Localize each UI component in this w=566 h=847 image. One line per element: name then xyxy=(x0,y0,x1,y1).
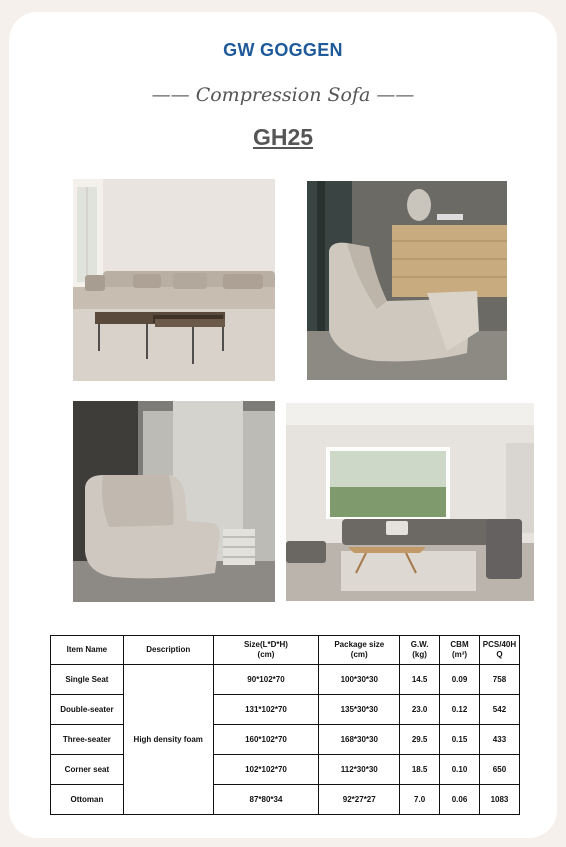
header-cbm-line2: (m³) xyxy=(451,650,468,659)
subtitle-dash-left: —— xyxy=(151,84,190,106)
table-row xyxy=(51,785,520,815)
cell-gross-weight: 7.0 xyxy=(400,785,440,815)
table-row xyxy=(51,665,520,695)
header-gross-weight xyxy=(400,636,440,665)
cell-cbm: 0.12 xyxy=(440,695,480,725)
cell-package-size: 112*30*30 xyxy=(319,755,400,785)
cell-description: High density foam xyxy=(123,665,213,815)
header-cbm-line1: CBM xyxy=(450,640,469,649)
brand-title: GW GOGGEN xyxy=(223,40,343,60)
cell-item-name: Ottoman xyxy=(51,785,124,815)
header-pcs-line2: Q xyxy=(496,650,503,659)
table-row xyxy=(51,755,520,785)
cell-package-size: 100*30*30 xyxy=(319,665,400,695)
cell-cbm: 0.09 xyxy=(440,665,480,695)
cell-item-name: Single Seat xyxy=(51,665,124,695)
cell-gross-weight: 14.5 xyxy=(400,665,440,695)
cell-cbm: 0.15 xyxy=(440,725,480,755)
cell-pcs: 758 xyxy=(479,665,519,695)
cell-size: 90*102*70 xyxy=(213,665,319,695)
subtitle-dash-right: —— xyxy=(376,84,415,106)
cell-cbm: 0.06 xyxy=(440,785,480,815)
cell-item-name: Corner seat xyxy=(51,755,124,785)
header-package-size xyxy=(319,636,400,665)
cell-size: 102*102*70 xyxy=(213,755,319,785)
corner-sectional-window-photo xyxy=(286,403,534,601)
table-row xyxy=(51,725,520,755)
cell-pcs: 1083 xyxy=(479,785,519,815)
header-package-line1: Package size xyxy=(334,640,385,649)
header-size-line1: Size(L*D*H) xyxy=(243,640,288,649)
cell-item-name: Double-seater xyxy=(51,695,124,725)
model-number: GH25 xyxy=(252,124,314,150)
single-seat-side-view-photo xyxy=(307,181,507,380)
cell-gross-weight: 18.5 xyxy=(400,755,440,785)
cell-package-size: 92*27*27 xyxy=(319,785,400,815)
header-gw-line2: (kg) xyxy=(412,650,427,659)
header-package-line2: (cm) xyxy=(350,650,368,659)
header-item-name: Item Name xyxy=(51,636,124,665)
header-size xyxy=(213,636,319,665)
cell-size: 131*102*70 xyxy=(213,695,319,725)
header-pcs-line1: PCS/40H xyxy=(482,640,517,649)
specifications-table xyxy=(50,635,520,815)
cell-size: 160*102*70 xyxy=(213,725,319,755)
table-row xyxy=(51,695,520,725)
header-cbm xyxy=(440,636,480,665)
cell-package-size: 135*30*30 xyxy=(319,695,400,725)
cell-gross-weight: 23.0 xyxy=(400,695,440,725)
cell-package-size: 168*30*30 xyxy=(319,725,400,755)
cell-size: 87*80*34 xyxy=(213,785,319,815)
table-header-row xyxy=(51,636,520,665)
header-size-line2: (cm) xyxy=(257,650,275,659)
sectional-sofa-living-room-photo xyxy=(73,179,275,381)
header-gw-line1: G.W. xyxy=(410,640,429,649)
cell-cbm: 0.10 xyxy=(440,755,480,785)
cell-pcs: 650 xyxy=(479,755,519,785)
subtitle-text: Compression Sofa xyxy=(195,84,371,106)
cell-pcs: 542 xyxy=(479,695,519,725)
header-description: Description xyxy=(123,636,213,665)
cell-item-name: Three-seater xyxy=(51,725,124,755)
header-pcs-40hq xyxy=(479,636,519,665)
single-seat-front-view-photo xyxy=(73,401,275,602)
product-subtitle xyxy=(0,84,566,106)
cell-gross-weight: 29.5 xyxy=(400,725,440,755)
cell-pcs: 433 xyxy=(479,725,519,755)
